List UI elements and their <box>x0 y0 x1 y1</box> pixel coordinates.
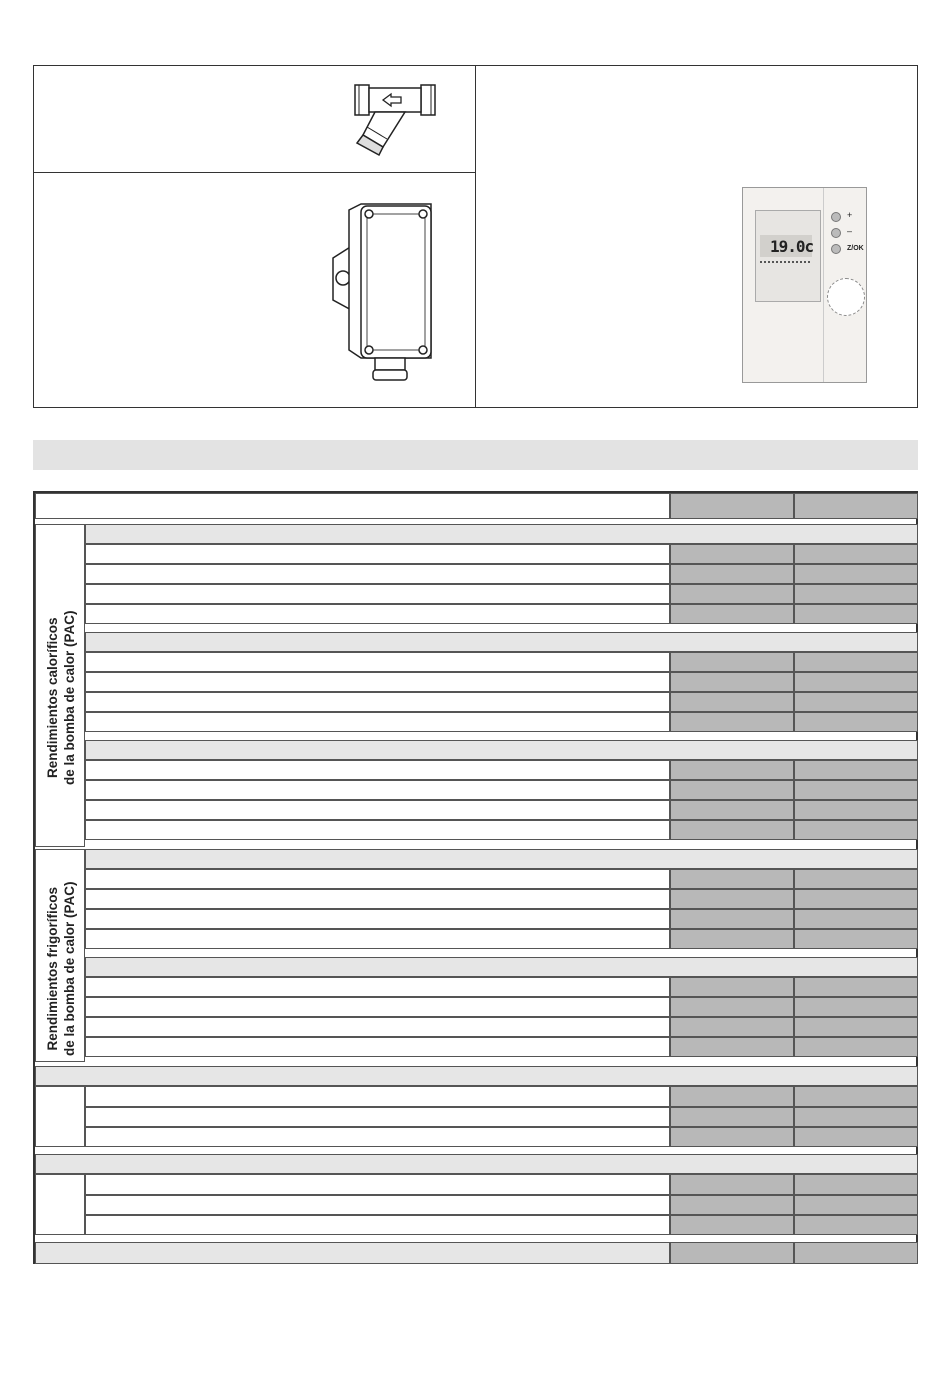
row-value-1 <box>670 604 794 624</box>
group-cooling-line1: Rendimientos frigoríficos <box>45 886 60 1051</box>
row-label <box>85 869 670 889</box>
row-label <box>85 909 670 929</box>
row-value-1 <box>670 1127 794 1147</box>
row-value-2 <box>794 929 918 949</box>
row-value-2 <box>794 780 918 800</box>
final-row-value-2 <box>794 1242 918 1264</box>
row-value-2 <box>794 889 918 909</box>
row-value-2 <box>794 584 918 604</box>
row-value-1 <box>670 672 794 692</box>
table-header-col2 <box>794 493 918 519</box>
row-value-2 <box>794 1174 918 1195</box>
row-value-2 <box>794 544 918 564</box>
plus-label: + <box>847 210 853 220</box>
subgroup-header <box>85 524 918 544</box>
row-value-1 <box>670 564 794 584</box>
group-cooling-label <box>35 849 85 1062</box>
group-header-4 <box>35 1154 918 1174</box>
row-value-1 <box>670 652 794 672</box>
row-label <box>85 692 670 712</box>
row-value-1 <box>670 820 794 840</box>
subgroup-header <box>85 957 918 977</box>
row-value-1 <box>670 977 794 997</box>
row-label <box>85 889 670 909</box>
group-4-label <box>35 1174 85 1235</box>
row-value-2 <box>794 869 918 889</box>
row-label <box>85 820 670 840</box>
outdoor-sensor-icon <box>315 200 440 385</box>
row-value-1 <box>670 1174 794 1195</box>
row-label <box>85 1037 670 1057</box>
row-label <box>85 1107 670 1127</box>
row-label <box>85 672 670 692</box>
mode-dial[interactable] <box>827 278 865 316</box>
lcd-temperature: 19.0c <box>770 237 814 256</box>
lcd-program-bar <box>760 261 810 265</box>
row-value-1 <box>670 712 794 732</box>
row-value-2 <box>794 672 918 692</box>
row-label <box>85 929 670 949</box>
group-3-label <box>35 1086 85 1147</box>
row-value-1 <box>670 584 794 604</box>
ok-label: Z/OK <box>847 245 864 252</box>
row-value-1 <box>670 544 794 564</box>
row-value-2 <box>794 977 918 997</box>
row-label <box>85 1086 670 1107</box>
group-cooling-text <box>44 881 78 1056</box>
row-label <box>85 1195 670 1215</box>
subgroup-header <box>85 849 918 869</box>
performance-table <box>33 491 918 1264</box>
row-value-1 <box>670 1195 794 1215</box>
row-value-1 <box>670 929 794 949</box>
row-label <box>85 584 670 604</box>
row-value-2 <box>794 1107 918 1127</box>
group-heating-text <box>44 610 78 785</box>
row-value-1 <box>670 692 794 712</box>
row-value-2 <box>794 652 918 672</box>
panel-divider-vertical <box>475 65 476 408</box>
group-heating-line1: Rendimientos caloríficos <box>45 617 60 779</box>
subgroup-header <box>85 740 918 760</box>
group-cooling-line2: de la bomba de calor (PAC) <box>62 881 77 1056</box>
row-label <box>85 1127 670 1147</box>
final-row-value-1 <box>670 1242 794 1264</box>
row-label <box>85 760 670 780</box>
row-label <box>85 1017 670 1037</box>
strainer-filter-icon <box>345 75 445 165</box>
row-value-2 <box>794 997 918 1017</box>
row-value-2 <box>794 1215 918 1235</box>
row-value-1 <box>670 889 794 909</box>
row-label <box>85 780 670 800</box>
row-value-1 <box>670 1086 794 1107</box>
row-label <box>85 1174 670 1195</box>
row-label <box>85 800 670 820</box>
minus-label: – <box>847 226 853 236</box>
row-value-2 <box>794 1037 918 1057</box>
plus-button[interactable] <box>831 212 841 222</box>
row-value-2 <box>794 760 918 780</box>
thermostat-split <box>823 188 824 382</box>
final-row-label <box>35 1242 670 1264</box>
row-value-1 <box>670 869 794 889</box>
row-label <box>85 712 670 732</box>
row-label <box>85 977 670 997</box>
room-thermostat <box>742 187 867 383</box>
row-value-1 <box>670 780 794 800</box>
row-label <box>85 564 670 584</box>
group-header-3 <box>35 1066 918 1086</box>
row-value-1 <box>670 1017 794 1037</box>
row-label <box>85 997 670 1017</box>
row-value-2 <box>794 692 918 712</box>
row-value-2 <box>794 1086 918 1107</box>
row-value-2 <box>794 604 918 624</box>
subgroup-header <box>85 632 918 652</box>
ok-button[interactable] <box>831 244 841 254</box>
table-header-col1 <box>670 493 794 519</box>
row-value-1 <box>670 760 794 780</box>
row-label <box>85 652 670 672</box>
row-label <box>85 544 670 564</box>
row-value-2 <box>794 820 918 840</box>
row-value-2 <box>794 1017 918 1037</box>
group-heating-line2: de la bomba de calor (PAC) <box>62 610 77 785</box>
panel-divider-horizontal <box>33 172 476 173</box>
row-value-2 <box>794 712 918 732</box>
row-value-2 <box>794 1127 918 1147</box>
row-value-1 <box>670 909 794 929</box>
row-value-2 <box>794 800 918 820</box>
row-value-1 <box>670 997 794 1017</box>
row-value-2 <box>794 564 918 584</box>
row-value-1 <box>670 1215 794 1235</box>
row-value-1 <box>670 800 794 820</box>
row-label <box>85 604 670 624</box>
row-value-2 <box>794 1195 918 1215</box>
row-label <box>85 1215 670 1235</box>
group-heating-label <box>35 524 85 847</box>
section-heading-bar <box>33 440 918 470</box>
row-value-1 <box>670 1107 794 1127</box>
row-value-1 <box>670 1037 794 1057</box>
minus-button[interactable] <box>831 228 841 238</box>
row-value-2 <box>794 909 918 929</box>
thermostat-screen <box>755 210 821 302</box>
table-header-label <box>35 493 670 519</box>
